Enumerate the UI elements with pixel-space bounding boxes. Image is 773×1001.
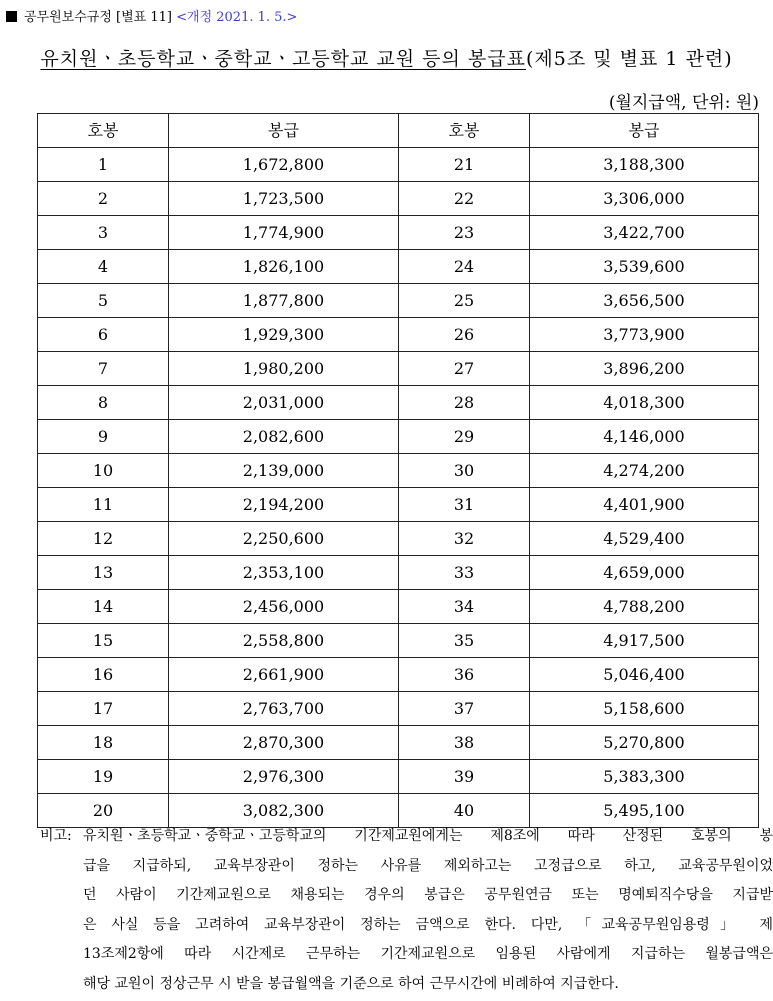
remarks-line: 13조제2항에 따라 시간제로 근무하는 기간제교원으로 임용된 사람에게 지급하는 월봉급액은: [83, 946, 773, 962]
remarks-line: 은 사실 등을 고려하여 교육부장관이 정하는 금액으로 한다. 다만, 「교육공무원임용령」 제: [83, 916, 773, 933]
remarks-line: 해당 교원이 정상근무 시 받을 봉급월액을 기준으로 하여 근무시간에 비례하여 지급한다.: [83, 975, 619, 992]
table-row: [38, 454, 759, 488]
table-row: [38, 250, 759, 284]
table-row: [38, 386, 759, 420]
salary-cell: 4,274,200: [530, 454, 759, 488]
salary-cell: 1,774,900: [169, 216, 399, 250]
step-cell: 5: [38, 284, 169, 318]
table-row: [38, 692, 759, 726]
salary-cell: 1,672,800: [169, 148, 399, 182]
step-cell: 36: [399, 658, 530, 692]
salary-cell: 5,046,400: [530, 658, 759, 692]
step-cell: 25: [399, 284, 530, 318]
header-salary: 봉급: [169, 114, 399, 148]
step-cell: 1: [38, 148, 169, 182]
page-title: [0, 44, 773, 71]
table-body: [38, 148, 759, 828]
salary-cell: 1,929,300: [169, 318, 399, 352]
table-row: [38, 488, 759, 522]
salary-cell: 2,976,300: [169, 760, 399, 794]
step-cell: 40: [399, 794, 530, 828]
step-cell: 28: [399, 386, 530, 420]
step-cell: 30: [399, 454, 530, 488]
header-doc-reference: 공무원보수규정 [별표 11]: [24, 10, 172, 25]
step-cell: 4: [38, 250, 169, 284]
salary-cell: 5,383,300: [530, 760, 759, 794]
header-step: 호봉: [38, 114, 169, 148]
salary-cell: 1,826,100: [169, 250, 399, 284]
step-cell: 31: [399, 488, 530, 522]
salary-cell: 3,896,200: [530, 352, 759, 386]
salary-cell: 1,980,200: [169, 352, 399, 386]
salary-cell: 2,763,700: [169, 692, 399, 726]
black-square-icon: [6, 11, 17, 22]
table-row: [38, 556, 759, 590]
salary-cell: 4,659,000: [530, 556, 759, 590]
unit-note: (월지급액, 단위: 원): [608, 93, 759, 113]
step-cell: 3: [38, 216, 169, 250]
step-cell: 14: [38, 590, 169, 624]
step-cell: 23: [399, 216, 530, 250]
salary-cell: 2,558,800: [169, 624, 399, 658]
table-header-row: [38, 114, 759, 148]
salary-cell: 2,139,000: [169, 454, 399, 488]
table-row: [38, 522, 759, 556]
step-cell: 8: [38, 386, 169, 420]
table-row: [38, 148, 759, 182]
salary-cell: 2,456,000: [169, 590, 399, 624]
salary-cell: 2,661,900: [169, 658, 399, 692]
salary-table: [37, 113, 759, 828]
step-cell: 27: [399, 352, 530, 386]
step-cell: 6: [38, 318, 169, 352]
step-cell: 37: [399, 692, 530, 726]
title-main: 유치원ㆍ초등학교ㆍ중학교ㆍ고등학교 교원 등의 봉급표: [40, 48, 526, 70]
salary-cell: 3,082,300: [169, 794, 399, 828]
salary-cell: 2,194,200: [169, 488, 399, 522]
header-step: 호봉: [399, 114, 530, 148]
salary-cell: 4,401,900: [530, 488, 759, 522]
table-row: [38, 318, 759, 352]
header-amendment-date: <개정 2021. 1. 5.>: [176, 10, 298, 25]
step-cell: 33: [399, 556, 530, 590]
table-row: [38, 760, 759, 794]
step-cell: 38: [399, 726, 530, 760]
table-row: [38, 284, 759, 318]
step-cell: 35: [399, 624, 530, 658]
salary-cell: 1,877,800: [169, 284, 399, 318]
step-cell: 19: [38, 760, 169, 794]
salary-cell: 3,539,600: [530, 250, 759, 284]
remarks-line: 급을 지급하되, 교육부장관이 정하는 사유를 제외하고는 고정급으로 하고, 교육공무원이었: [83, 857, 773, 874]
table-row: [38, 726, 759, 760]
salary-cell: 2,031,000: [169, 386, 399, 420]
salary-cell: 4,788,200: [530, 590, 759, 624]
remarks-line: 던 사람이 기간제교원으로 채용되는 경우의 봉급은 공무원연금 또는 명예퇴직수당을 지급받: [83, 887, 773, 903]
salary-cell: 2,353,100: [169, 556, 399, 590]
step-cell: 9: [38, 420, 169, 454]
salary-cell: 2,082,600: [169, 420, 399, 454]
step-cell: 16: [38, 658, 169, 692]
table-row: [38, 352, 759, 386]
salary-cell: 3,188,300: [530, 148, 759, 182]
step-cell: 12: [38, 522, 169, 556]
salary-cell: 4,018,300: [530, 386, 759, 420]
step-cell: 20: [38, 794, 169, 828]
step-cell: 2: [38, 182, 169, 216]
step-cell: 10: [38, 454, 169, 488]
step-cell: 29: [399, 420, 530, 454]
salary-cell: 5,158,600: [530, 692, 759, 726]
salary-cell: 3,656,500: [530, 284, 759, 318]
step-cell: 11: [38, 488, 169, 522]
step-cell: 34: [399, 590, 530, 624]
table-row: [38, 420, 759, 454]
document-header: [6, 6, 297, 25]
table-row: [38, 624, 759, 658]
remarks-label: 비고:: [40, 828, 72, 844]
step-cell: 18: [38, 726, 169, 760]
step-cell: 26: [399, 318, 530, 352]
step-cell: 7: [38, 352, 169, 386]
step-cell: 24: [399, 250, 530, 284]
step-cell: 22: [399, 182, 530, 216]
salary-cell: 3,422,700: [530, 216, 759, 250]
step-cell: 39: [399, 760, 530, 794]
salary-cell: 2,250,600: [169, 522, 399, 556]
salary-cell: 5,495,100: [530, 794, 759, 828]
remarks-line: 유치원ㆍ초등학교ㆍ중학교ㆍ고등학교의 기간제교원에게는 제8조에 따라 산정된 호봉의 봉: [83, 828, 773, 844]
salary-cell: 3,773,900: [530, 318, 759, 352]
salary-cell: 5,270,800: [530, 726, 759, 760]
remarks-text: [83, 822, 773, 999]
table-row: [38, 182, 759, 216]
salary-cell: 4,917,500: [530, 624, 759, 658]
salary-cell: 4,146,000: [530, 420, 759, 454]
step-cell: 21: [399, 148, 530, 182]
table-row: [38, 216, 759, 250]
salary-cell: 1,723,500: [169, 182, 399, 216]
step-cell: 32: [399, 522, 530, 556]
salary-cell: 2,870,300: [169, 726, 399, 760]
salary-cell: 4,529,400: [530, 522, 759, 556]
step-cell: 15: [38, 624, 169, 658]
step-cell: 13: [38, 556, 169, 590]
table-row: [38, 658, 759, 692]
title-suffix: (제5조 및 별표 1 관련): [525, 48, 733, 70]
header-salary: 봉급: [530, 114, 759, 148]
salary-cell: 3,306,000: [530, 182, 759, 216]
step-cell: 17: [38, 692, 169, 726]
table-row: [38, 590, 759, 624]
